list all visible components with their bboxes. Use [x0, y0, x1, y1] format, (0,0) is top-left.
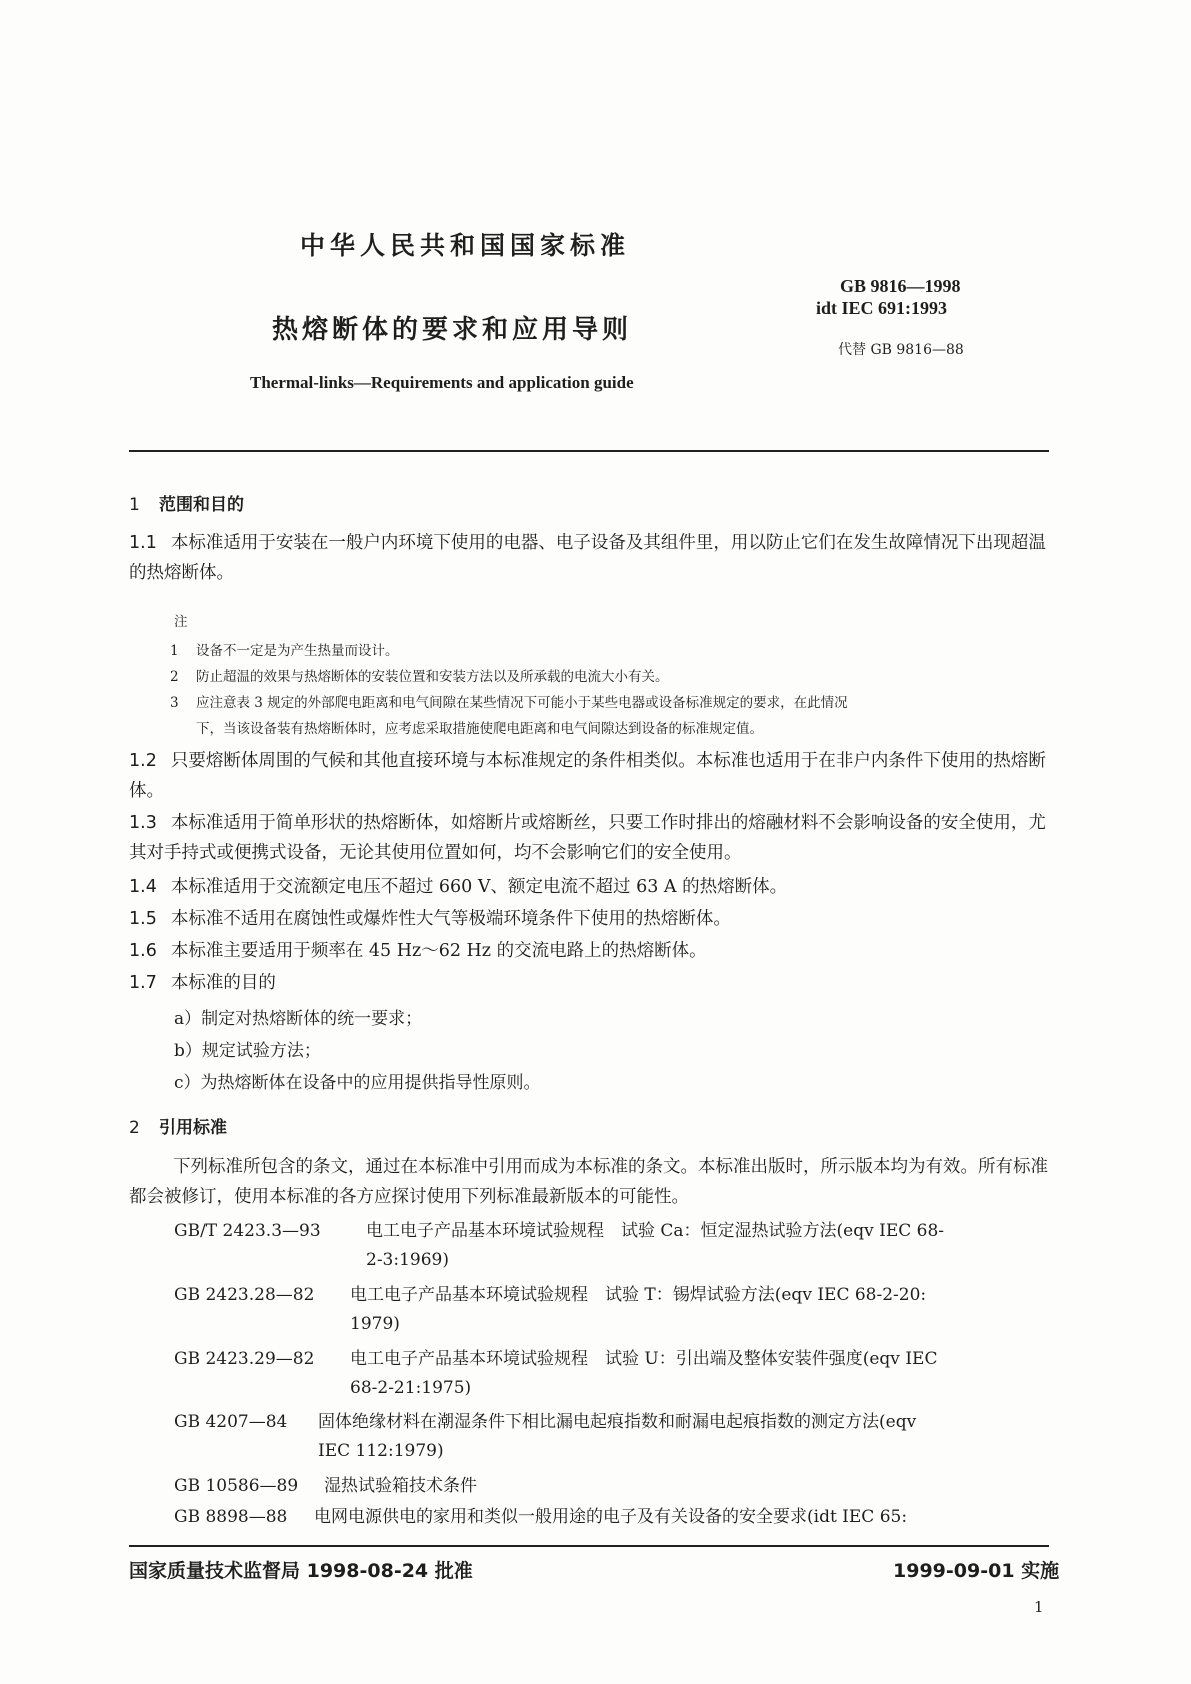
- reference-item: [174, 1472, 1050, 1501]
- clause-1-1: [129, 528, 1049, 588]
- clause-text: 只要熔断体周围的气候和其他直接环境与本标准规定的条件相类似。本标准也适用于在非户内条件下使用的热熔断体。: [129, 751, 1046, 801]
- approval-line: 国家质量技术监督局 1998-08-24 批准: [129, 1560, 473, 1582]
- clause-number: 1.6: [129, 941, 157, 961]
- reference-code: GB/T 2423.3—93: [174, 1221, 321, 1241]
- reference-code: GB 10586—89: [174, 1476, 299, 1496]
- clause-1-2: [129, 746, 1049, 806]
- reference-code: GB 2423.28—82: [174, 1285, 315, 1305]
- clause-text: 本标准适用于安装在一般户内环境下使用的电器、电子设备及其组件里，用以防止它们在发生故障情况下出现超温的热熔断体。: [129, 533, 1046, 583]
- note-number: 3: [170, 695, 179, 711]
- clause-number: 1.4: [129, 877, 157, 897]
- replaces-code: 代替 GB 9816—88: [838, 342, 964, 358]
- reference-text: 固体绝缘材料在潮湿条件下相比漏电起痕指数和耐漏电起痕指数的测定方法(eqv: [318, 1412, 917, 1432]
- note-text: 应注意表 3 规定的外部爬电距离和电气间隙在某些情况下可能小于某些电器或设备标准规定的要求，在此情况: [196, 695, 848, 711]
- reference-text: 电网电源供电的家用和类似一般用途的电子及有关设备的安全要求(idt IEC 65:: [314, 1507, 908, 1527]
- note-1: [170, 638, 1050, 664]
- note-3: [170, 690, 1050, 742]
- section-number: 1: [129, 495, 140, 515]
- clause-number: 1.5: [129, 909, 157, 929]
- note-text: 防止超温的效果与热熔断体的安装位置和安装方法以及所承载的电流大小有关。: [196, 669, 669, 685]
- idt-code: idt IEC 691:1993: [816, 298, 948, 318]
- reference-text: 湿热试验箱技术条件: [324, 1476, 477, 1496]
- clause-1-6: [129, 936, 1049, 966]
- note-number: 2: [170, 669, 179, 685]
- section-title: 引用标准: [159, 1118, 227, 1138]
- section-1-heading: [129, 490, 244, 515]
- reference-code: GB 4207—84: [174, 1412, 288, 1432]
- document-title-english: Thermal-links—Requirements and application guide: [250, 373, 634, 392]
- note-text-continued: 下，当该设备装有热熔断体时，应考虑采取措施使爬电距离和电气间隙达到设备的标准规定值。: [196, 721, 763, 737]
- list-item: c）为热熔断体在设备中的应用提供指导性原则。: [174, 1073, 541, 1093]
- note-2: [170, 664, 1050, 690]
- clause-1-7: [129, 968, 1049, 998]
- list-item: b）规定试验方法；: [174, 1041, 321, 1061]
- reference-item: [174, 1345, 1050, 1403]
- document-title: 热熔断体的要求和应用导则: [272, 315, 633, 345]
- reference-text-continued: 68-2-21:1975): [350, 1378, 472, 1398]
- list-item: a）制定对热熔断体的统一要求；: [174, 1009, 423, 1029]
- section-title: 范围和目的: [159, 495, 244, 515]
- reference-text: 电工电子产品基本环境试验规程 试验 Ca：恒定湿热试验方法(eqv IEC 68-: [366, 1221, 945, 1241]
- reference-item: [174, 1503, 1050, 1532]
- standard-title: 中华人民共和国国家标准: [300, 231, 631, 260]
- reference-item: [174, 1281, 1050, 1339]
- section-2-heading: [129, 1113, 227, 1138]
- clause-text: 本标准适用于简单形状的热熔断体，如熔断片或熔断丝，只要工作时排出的熔融材料不会影响设备的安全使用，尤其对手持式或便携式设备，无论其使用位置如何，均不会影响它们的安全使用。: [129, 813, 1046, 863]
- reference-item: [174, 1217, 1050, 1275]
- section-number: 2: [129, 1118, 140, 1138]
- reference-code: GB 8898—88: [174, 1507, 288, 1527]
- standard-code: GB 9816—1998: [840, 276, 961, 296]
- reference-text-continued: IEC 112:1979): [318, 1441, 444, 1461]
- reference-text: 电工电子产品基本环境试验规程 试验 T：锡焊试验方法(eqv IEC 68-2-20:: [350, 1285, 927, 1305]
- clause-1-3: [129, 808, 1049, 868]
- clause-number: 1.1: [129, 533, 157, 553]
- reference-text-continued: 1979): [350, 1314, 400, 1334]
- reference-text: 电工电子产品基本环境试验规程 试验 U：引出端及整体安装件强度(eqv IEC: [350, 1349, 938, 1369]
- clause-text: 本标准适用于交流额定电压不超过 660 V、额定电流不超过 63 A 的热熔断体。: [170, 877, 788, 897]
- reference-item: [174, 1408, 1050, 1466]
- reference-code: GB 2423.29—82: [174, 1349, 315, 1369]
- clause-number: 1.7: [129, 973, 157, 993]
- footer-divider: [129, 1545, 1049, 1547]
- clause-1-5: [129, 904, 1049, 934]
- reference-text-continued: 2-3:1969): [366, 1250, 449, 1270]
- section-2-intro: 下列标准所包含的条文，通过在本标准中引用而成为本标准的条文。本标准出版时，所示版本均为有效。所有标准都会被修订，使用本标准的各方应探讨使用下列标准最新版本的可能性。: [129, 1157, 1048, 1207]
- clause-text: 本标准主要适用于频率在 45 Hz～62 Hz 的交流电路上的热熔断体。: [170, 941, 707, 961]
- note-number: 1: [170, 643, 179, 659]
- note-text: 设备不一定是为产生热量而设计。: [196, 643, 399, 659]
- note-label: 注: [174, 614, 188, 630]
- clause-number: 1.2: [129, 751, 157, 771]
- clause-1-4: [129, 872, 1049, 902]
- clause-text: 本标准的目的: [170, 973, 276, 993]
- page-number: 1: [1034, 1598, 1044, 1616]
- effective-date: 1999-09-01 实施: [893, 1560, 1060, 1582]
- clause-number: 1.3: [129, 813, 157, 833]
- clause-text: 本标准不适用在腐蚀性或爆炸性大气等极端环境条件下使用的热熔断体。: [170, 909, 731, 929]
- header-divider: [129, 450, 1049, 452]
